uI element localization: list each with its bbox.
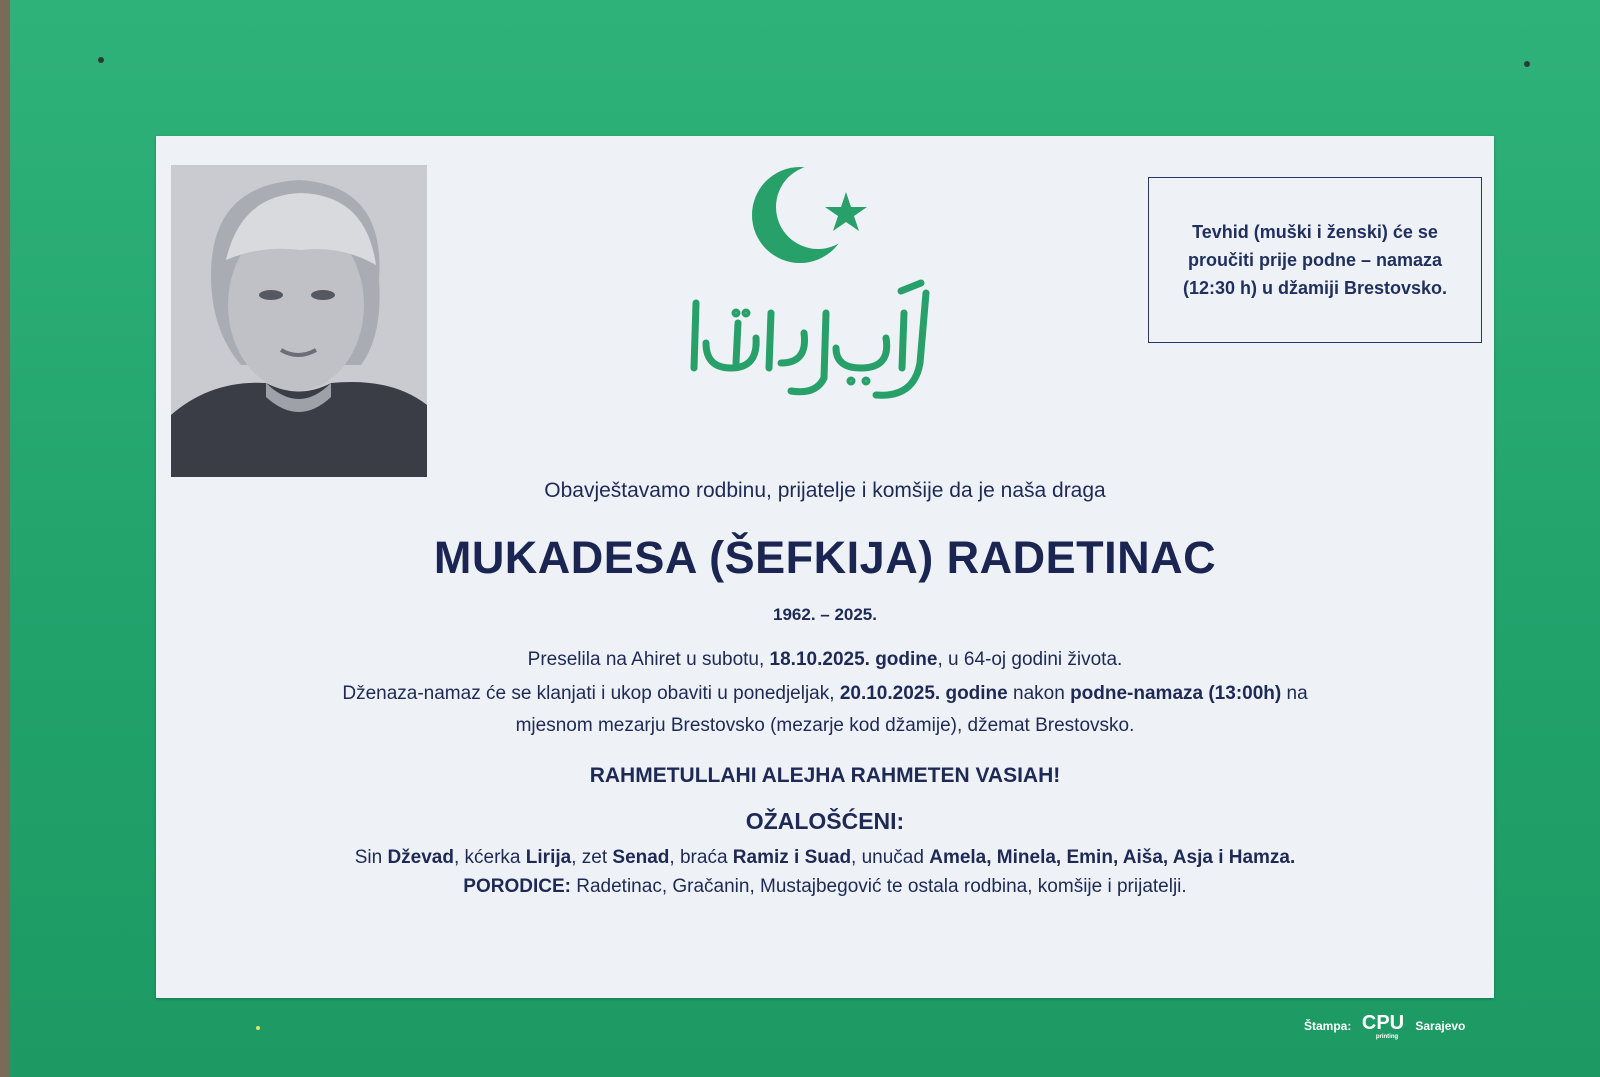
text-span: , unučad: [851, 847, 930, 868]
text-span: , braća: [669, 847, 733, 868]
tevhid-text: Tevhid (muški i ženski) će se proučiti prije podne – namaza (12:30 h) u džamiji Brestovsko.: [1182, 222, 1448, 298]
burial-place-line: mjesnom mezarju Brestovsko (mezarje kod džamije), džemat Brestovsko.: [515, 715, 1135, 736]
death-date: 18.10.2025. godine: [769, 649, 938, 670]
arabic-calligraphy-icon: [694, 283, 926, 395]
logo-subtext: printing: [1376, 1034, 1399, 1040]
funeral-line: [156, 683, 1494, 705]
text-span: na: [1281, 683, 1308, 704]
intro-text: Obavještavamo rodbinu, prijatelje i komšije da je naša draga: [544, 479, 1106, 502]
mourner-name: Dževad: [387, 847, 454, 868]
text-span: , zet: [571, 847, 613, 868]
green-notice-board: [10, 0, 1600, 1077]
obituary-sheet: [156, 136, 1494, 998]
pin-icon: [1524, 61, 1530, 67]
text-span: Dženaza-namaz će se klanjati i ukop obaviti u ponedjeljak,: [342, 683, 840, 704]
crescent-star-icon: [752, 165, 867, 263]
mourners-family-line: [156, 847, 1494, 869]
families-label: PORODICE:: [463, 876, 571, 897]
pin-icon: [256, 1026, 260, 1030]
text-span: , kćerka: [453, 847, 526, 868]
cpu-printing-logo: [1357, 1011, 1409, 1041]
funeral-date: 20.10.2025. godine: [839, 683, 1008, 704]
mourners-families-line: [156, 876, 1494, 898]
death-date-line: [156, 649, 1494, 671]
pin-icon: [98, 57, 104, 63]
tevhid-notice-box: [1148, 177, 1482, 343]
mourner-name: Amela, Minela, Emin, Aiša, Asja i Hamza.: [929, 847, 1296, 868]
logo-text: CPU: [1362, 1012, 1405, 1034]
mourner-name: Ramiz i Suad: [732, 847, 852, 868]
prayer-line: RAHMETULLAHI ALEJHA RAHMETEN VASIAH!: [589, 764, 1061, 787]
printer-credit: [1304, 1011, 1465, 1041]
mourner-name: Senad: [612, 847, 670, 868]
deceased-name: MUKADESA (ŠEFKIJA) RADETINAC: [433, 532, 1217, 583]
mourner-name: Lirija: [525, 847, 572, 868]
text-span: Sin: [354, 847, 388, 868]
deceased-photo: [171, 165, 427, 477]
text-span: nakon: [1007, 683, 1071, 704]
islamic-emblem: [676, 163, 956, 413]
families-text: Radetinac, Gračanin, Mustajbegović te ostala rodbina, komšije i prijatelji.: [570, 876, 1187, 897]
printer-prefix: Štampa:: [1304, 1019, 1352, 1033]
text-span: , u 64-oj godini života.: [937, 649, 1123, 670]
printer-city: Sarajevo: [1415, 1019, 1466, 1033]
mourners-heading: OŽALOŠĆENI:: [745, 808, 905, 834]
life-years: 1962. – 2025.: [773, 605, 877, 624]
text-span: Preselila na Ahiret u subotu,: [527, 649, 770, 670]
funeral-time: podne-namaza (13:00h): [1070, 683, 1282, 704]
